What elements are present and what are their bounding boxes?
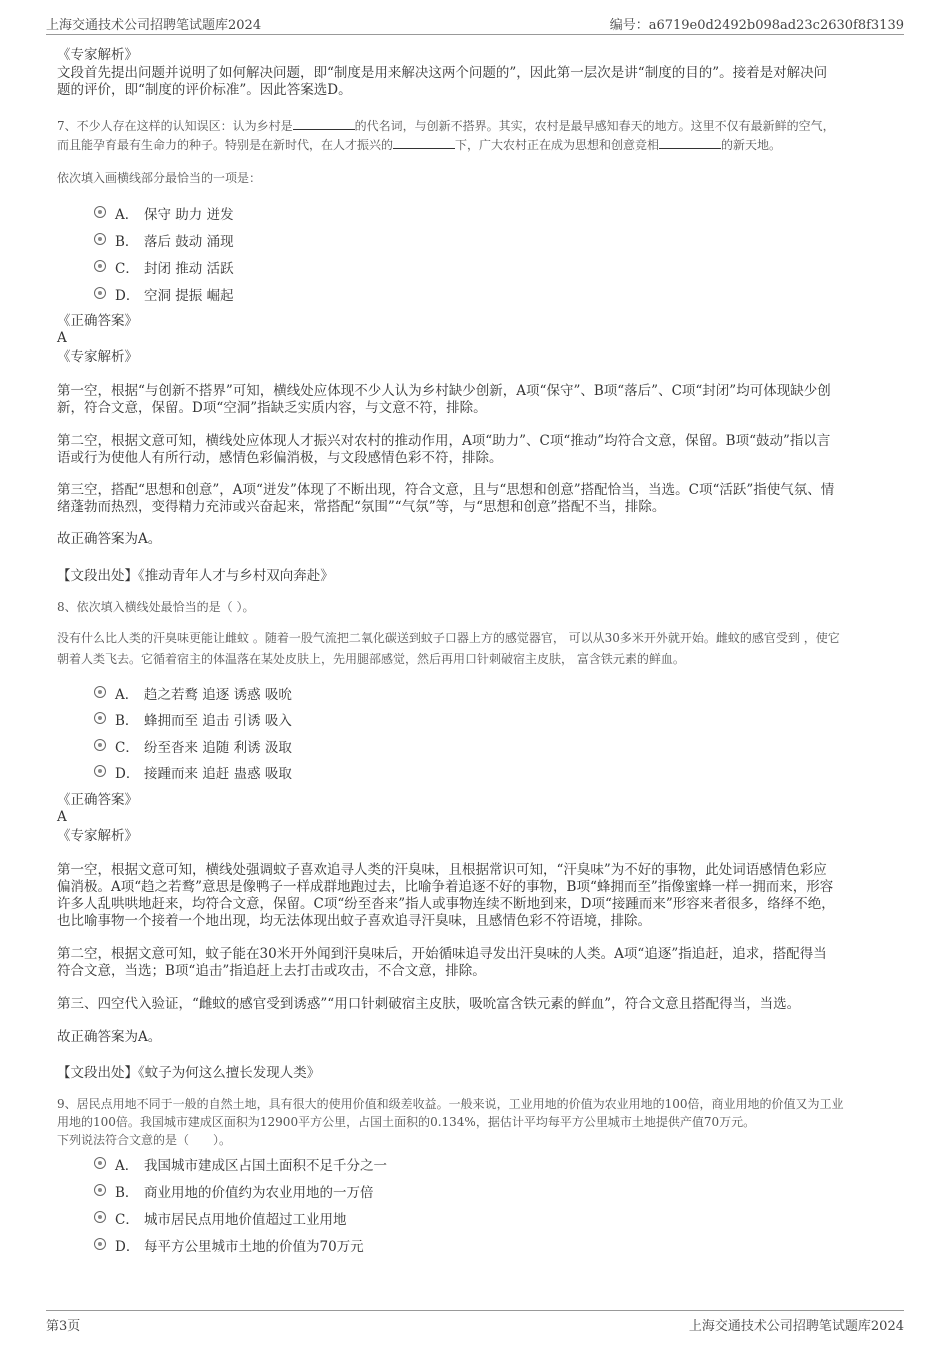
option-letter: B． bbox=[115, 1185, 139, 1201]
page-header bbox=[46, 12, 904, 35]
radio-icon[interactable] bbox=[94, 206, 106, 218]
option-letter: C． bbox=[115, 1212, 139, 1228]
option-letter: C． bbox=[115, 740, 139, 756]
q8-source: 【文段出处】《蚊子为何这么擅长发现人类》 bbox=[57, 1065, 321, 1081]
q8-analysis-label: 《专家解析》 bbox=[57, 828, 138, 844]
option-text: 纷至沓来 追随 利诱 汲取 bbox=[144, 740, 292, 756]
q8-passage-l1: 没有什么比人类的汗臭味更能让雌蚊 。随着一股气流把二氧化碳送到蚊子口器上方的感觉器官， 可以从30多米开外就开始。雌蚊的感官受到 ，使它 bbox=[57, 631, 840, 645]
q8-analysis-p1-l1: 第一空，根据文意可知，横线处强调蚊子喜欢追寻人类的汗臭味，且根据常识可知，“汗臭味”为不好的事物，此处词语感情色彩应 bbox=[57, 862, 827, 878]
q7-analysis-label: 《专家解析》 bbox=[57, 349, 138, 365]
option-letter: B． bbox=[115, 234, 139, 250]
q7-analysis-p1-l1: 第一空，根据“与创新不搭界”可知，横线处应体现不少人认为乡村缺少创新，A项“保守”、B项“落后”、C项“封闭”均可体现缺少创 bbox=[57, 383, 831, 399]
radio-icon[interactable] bbox=[94, 260, 106, 272]
option-letter: A． bbox=[115, 687, 139, 703]
q6-analysis-label: 《专家解析》 bbox=[57, 47, 138, 63]
option-text: 每平方公里城市土地的价值为70万元 bbox=[144, 1239, 364, 1255]
radio-icon[interactable] bbox=[94, 1238, 106, 1250]
q7-stem-line-1 bbox=[57, 116, 887, 136]
q7-stem-part: 的代名词，与创新不搭界。其实，农村是最早感知春天的地方。这里不仅有最新鲜的空气， bbox=[354, 119, 835, 133]
q7-answer: A bbox=[57, 330, 67, 346]
header-title: 上海交通技术公司招聘笔试题库2024 bbox=[46, 18, 262, 33]
radio-icon[interactable] bbox=[94, 712, 106, 724]
option-letter: C． bbox=[115, 261, 139, 277]
fill-blank-1 bbox=[293, 118, 355, 130]
option-letter: D． bbox=[115, 288, 140, 304]
q6-analysis-line-2: 题的评价，即“制度的评价标准”。因此答案选D。 bbox=[57, 82, 352, 98]
option-letter: D． bbox=[115, 1239, 140, 1255]
q8-analysis-p1-l3: 许多人乱哄哄地赶来，均符合文意，保留。C项“纷至沓来”指人或事物连续不断地到来，D项“接踵而来”形容来者很多，络绎不绝， bbox=[57, 896, 835, 912]
q8-analysis-p2-l2: 符合文意，当选；B项“追击”指追赶上去打击或攻击，不合文意，排除。 bbox=[57, 963, 486, 979]
page-number: 第3页 bbox=[46, 1319, 81, 1334]
q9-stem-l3: 下列说法符合文意的是（ ）。 bbox=[57, 1133, 232, 1147]
option-text: 城市居民点用地价值超过工业用地 bbox=[144, 1212, 347, 1228]
fill-blank-2 bbox=[393, 137, 455, 149]
q7-analysis-p1-l2: 新，符合文意，保留。D项“空洞”指缺乏实质内容，与文意不符，排除。 bbox=[57, 400, 487, 416]
option-text: 我国城市建成区占国土面积不足千分之一 bbox=[144, 1158, 387, 1174]
q7-stem-part: 下，广大农村正在成为思想和创意竞相 bbox=[455, 138, 660, 152]
q9-stem-l1: 9、居民点用地不同于一般的自然土地，具有很大的使用价值和级差收益。一般来说，工业用地的价值为农业用地的100倍，商业用地的价值又为工业 bbox=[57, 1097, 844, 1111]
footer-title: 上海交通技术公司招聘笔试题库2024 bbox=[688, 1319, 904, 1334]
option-text: 趋之若鹜 追逐 诱惑 吸吮 bbox=[144, 687, 292, 703]
option-letter: A． bbox=[115, 1158, 139, 1174]
q8-passage-l2: 朝着人类飞去。它循着宿主的体温落在某处皮肤上，先用腿部感觉，然后再用口针刺破宿主皮肤， 富含铁元素的鲜血。 bbox=[57, 652, 685, 666]
radio-icon[interactable] bbox=[94, 765, 106, 777]
option-text: 落后 鼓动 涌现 bbox=[144, 234, 234, 250]
q8-analysis-p2-l1: 第二空，根据文意可知，蚊子能在30米开外闻到汗臭味后，开始循味追寻发出汗臭味的人类。A项“追逐”指追赶，追求，搭配得当 bbox=[57, 946, 827, 962]
q7-analysis-p2-l1: 第二空，根据文意可知，横线处应体现人才振兴对农村的推动作用，A项“助力”、C项“推动”均符合文意，保留。B项“鼓动”指以言 bbox=[57, 433, 831, 449]
option-text: 接踵而来 追赶 蛊惑 吸取 bbox=[144, 766, 292, 782]
q8-analysis-p1-l4: 也比喻事物一个接着一个地出现，均无法体现出蚊子喜欢追寻汗臭味，且感情色彩不符语境，排除。 bbox=[57, 913, 651, 929]
option-text: 保守 助力 迸发 bbox=[144, 207, 234, 223]
radio-icon[interactable] bbox=[94, 233, 106, 245]
radio-icon[interactable] bbox=[94, 1184, 106, 1196]
q8-stem: 8、依次填入横线处最恰当的是（ ）。 bbox=[57, 600, 255, 614]
radio-icon[interactable] bbox=[94, 287, 106, 299]
radio-icon[interactable] bbox=[94, 1211, 106, 1223]
option-letter: A． bbox=[115, 207, 139, 223]
q7-stem-part: 而且能孕育最有生命力的种子。特别是在新时代，在人才振兴的 bbox=[57, 138, 394, 152]
option-text: 空洞 提振 崛起 bbox=[144, 288, 234, 304]
radio-icon[interactable] bbox=[94, 739, 106, 751]
q7-analysis-p3-l1: 第三空，搭配“思想和创意”，A项“迸发”体现了不断出现，符合文意，且与“思想和创意”搭配恰当，当选。C项“活跃”指使气氛、情 bbox=[57, 482, 835, 498]
q7-analysis-p3-l2: 绪蓬勃而热烈，变得精力充沛或兴奋起来，常搭配“氛围”“气氛”等，与“思想和创意”搭配不当，排除。 bbox=[57, 499, 666, 515]
q7-source: 【文段出处】《推动青年人才与乡村双向奔赴》 bbox=[57, 568, 334, 584]
option-text: 蜂拥而至 追击 引诱 吸入 bbox=[144, 713, 292, 729]
option-text: 商业用地的价值约为农业用地的一万倍 bbox=[144, 1185, 374, 1201]
radio-icon[interactable] bbox=[94, 686, 106, 698]
q7-prompt: 依次填入画横线部分最恰当的一项是： bbox=[57, 171, 262, 185]
q9-stem-l2: 用地的100倍。我国城市建成区面积为12900平方公里，占国土面积的0.134%，据估计平均每平方公里城市土地提供产值70万元。 bbox=[57, 1115, 756, 1129]
q8-answer: A bbox=[57, 809, 67, 825]
q8-analysis-p3: 第三、四空代入验证，“雌蚊的感官受到诱惑”“用口针刺破宿主皮肤，吸吮富含铁元素的鲜血”，符合文意且搭配得当，当选。 bbox=[57, 996, 801, 1012]
q7-stem-line-2 bbox=[57, 135, 887, 155]
q6-analysis-line-1: 文段首先提出问题并说明了如何解决问题，即“制度是用来解决这两个问题的”，因此第一层次是讲“制度的目的”。接着是对解决问 bbox=[57, 65, 828, 81]
radio-icon[interactable] bbox=[94, 1157, 106, 1169]
q7-conclusion: 故正确答案为A。 bbox=[57, 531, 162, 547]
q7-answer-label: 《正确答案》 bbox=[57, 313, 138, 329]
q7-analysis-p2-l2: 语或行为使他人有所行动，感情色彩偏消极，与文段感情色彩不符，排除。 bbox=[57, 450, 503, 466]
q8-analysis-p1-l2: 偏消极。A项“趋之若鹜”意思是像鸭子一样成群地跑过去，比喻争着追逐不好的事物，B项“蜂拥而至”指像蜜蜂一样一拥而来，形容 bbox=[57, 879, 834, 895]
fill-blank-3 bbox=[659, 137, 721, 149]
q7-stem-part: 的新天地。 bbox=[721, 138, 782, 152]
q8-answer-label: 《正确答案》 bbox=[57, 792, 138, 808]
header-doc-id: 编号：a6719e0d2492b098ad23c2630f8f3139 bbox=[609, 18, 904, 33]
option-letter: B． bbox=[115, 713, 139, 729]
page-footer bbox=[46, 1310, 904, 1335]
q8-conclusion: 故正确答案为A。 bbox=[57, 1029, 162, 1045]
q7-stem-part: 7、不少人存在这样的认知误区：认为乡村是 bbox=[57, 119, 293, 133]
option-letter: D． bbox=[115, 766, 140, 782]
option-text: 封闭 推动 活跃 bbox=[144, 261, 234, 277]
